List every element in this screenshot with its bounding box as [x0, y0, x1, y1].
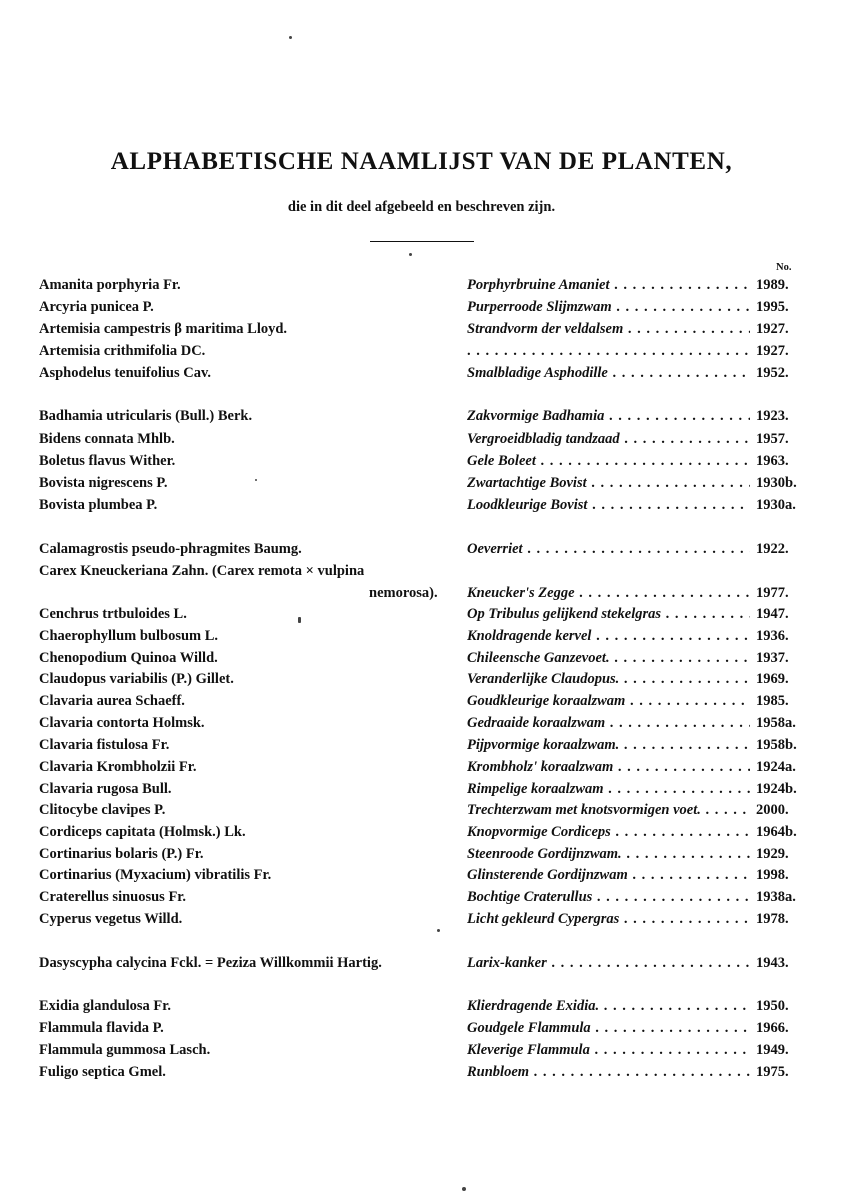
latin-name: Clavaria rugosa Bull. — [39, 781, 172, 797]
dutch-name: Licht gekleurd Cypergras . . . — [467, 911, 750, 928]
dutch-name: Goudgele Flammula . . . — [467, 1020, 750, 1037]
plate-number: 1938a. — [756, 889, 796, 905]
plate-number: 1950. — [756, 998, 789, 1014]
dutch-name: Runbloem . . . — [467, 1064, 750, 1081]
latin-name: Clavaria aurea Schaeff. — [39, 693, 185, 709]
dutch-name: Knoldragende kervel . . . — [467, 628, 750, 645]
dutch-name — [467, 343, 750, 360]
plate-number: 1929. — [756, 846, 789, 862]
plate-number: 1937. — [756, 650, 789, 666]
latin-name: Bovista nigrescens P. — [39, 475, 168, 491]
plate-number: 1943. — [756, 955, 789, 971]
list-item — [0, 277, 843, 299]
plate-number: 2000. — [756, 802, 789, 818]
plate-number: 1927. — [756, 343, 789, 359]
title-rule — [370, 241, 474, 242]
latin-name: Clitocybe clavipes P. — [39, 802, 166, 818]
list-item — [0, 715, 843, 737]
dutch-name: Zwartachtige Bovist . . . — [467, 475, 750, 492]
dutch-name: Klierdragende Exidia. . . . — [467, 998, 750, 1015]
list-item — [0, 585, 843, 607]
latin-name: Flammula flavida P. — [39, 1020, 164, 1036]
dutch-name: Gele Boleet . . . — [467, 453, 750, 470]
latin-name: Flammula gummosa Lasch. — [39, 1042, 211, 1058]
latin-name: Artemisia crithmifolia DC. — [39, 343, 206, 359]
latin-name: Arcyria punicea P. — [39, 299, 154, 315]
plate-number: 1958b. — [756, 737, 797, 753]
latin-name: Carex Kneuckeriana Zahn. (Carex remota × vulpina — [39, 563, 365, 579]
list-item — [0, 1020, 843, 1042]
dutch-name: Smalbladige Asphodille . . . — [467, 365, 750, 382]
dutch-name: Krombholz' koraalzwam . . . — [467, 759, 750, 776]
latin-name: Bidens connata Mhlb. — [39, 431, 175, 447]
plate-number: 1949. — [756, 1042, 789, 1058]
list-item — [0, 955, 843, 977]
plate-number: 1923. — [756, 408, 789, 424]
list-item — [0, 299, 843, 321]
latin-name: nemorosa). — [369, 585, 438, 601]
plate-number: 1947. — [756, 606, 789, 622]
latin-name: Clavaria fistulosa Fr. — [39, 737, 170, 753]
plate-number: 1995. — [756, 299, 789, 315]
latin-name: Fuligo septica Gmel. — [39, 1064, 166, 1080]
plate-number: 1952. — [756, 365, 789, 381]
latin-name: Badhamia utricularis (Bull.) Berk. — [39, 408, 253, 424]
dutch-name: Op Tribulus gelijkend stekelgras . . . — [467, 606, 750, 623]
dutch-name: Zakvormige Badhamia . . . — [467, 408, 750, 425]
plate-number: 1963. — [756, 453, 789, 469]
latin-name: Clavaria contorta Holmsk. — [39, 715, 205, 731]
latin-name: Claudopus variabilis (P.) Gillet. — [39, 671, 234, 687]
list-item — [0, 628, 843, 650]
dutch-name: Bochtige Craterullus . . . — [467, 889, 750, 906]
plate-number: 1924a. — [756, 759, 796, 775]
list-item — [0, 1042, 843, 1064]
page-title: ALPHABETISCHE NAAMLIJST VAN DE PLANTEN, — [110, 148, 733, 175]
print-speck — [462, 1187, 466, 1191]
latin-name: Calamagrostis pseudo-phragmites Baumg. — [39, 541, 302, 557]
dutch-name: Chileensche Ganzevoet. . . . — [467, 650, 750, 667]
list-item — [0, 889, 843, 911]
list-item — [0, 867, 843, 889]
list-item — [0, 846, 843, 868]
dutch-name: Kleverige Flammula . . . — [467, 1042, 750, 1059]
latin-name: Cortinarius bolaris (P.) Fr. — [39, 846, 204, 862]
dutch-name: Steenroode Gordijnzwam. . . . — [467, 846, 750, 863]
plate-number: 1927. — [756, 321, 789, 337]
latin-name: Exidia glandulosa Fr. — [39, 998, 172, 1014]
page-subtitle: die in dit deel afgebeeld en beschreven zijn. — [287, 199, 556, 215]
number-column-header: No. — [776, 262, 792, 273]
dutch-name: Larix-kanker . . . — [467, 955, 750, 972]
list-item — [0, 343, 843, 365]
list-item — [0, 606, 843, 628]
plate-number: 1958a. — [756, 715, 796, 731]
dutch-name: Veranderlijke Claudopus. . . . — [467, 671, 750, 688]
list-item — [0, 693, 843, 715]
list-item — [0, 781, 843, 803]
dutch-name: Gedraaide koraalzwam . . . — [467, 715, 750, 732]
list-item — [0, 453, 843, 475]
print-speck — [409, 253, 412, 256]
latin-name: Asphodelus tenuifolius Cav. — [39, 365, 212, 381]
dutch-name: Kneucker's Zegge . . . — [467, 585, 750, 602]
print-speck — [289, 36, 292, 39]
latin-name: Bovista plumbea P. — [39, 497, 158, 513]
plate-number: 1964b. — [756, 824, 797, 840]
dutch-name: Pijpvormige koraalzwam. . . . — [467, 737, 750, 754]
plate-number: 1969. — [756, 671, 789, 687]
plate-number: 1989. — [756, 277, 789, 293]
latin-name: Amanita porphyria Fr. — [39, 277, 181, 293]
list-item — [0, 431, 843, 453]
latin-name: Chenopodium Quinoa Willd. — [39, 650, 218, 666]
plate-number: 1924b. — [756, 781, 797, 797]
dutch-name: Loodkleurige Bovist . . . — [467, 497, 750, 514]
dutch-name: Purperroode Slijmzwam . . . — [467, 299, 750, 316]
latin-name: Cyperus vegetus Willd. — [39, 911, 183, 927]
plate-number: 1930b. — [756, 475, 797, 491]
list-item — [0, 998, 843, 1020]
plate-number: 1930a. — [756, 497, 796, 513]
list-item — [0, 408, 843, 430]
dutch-name: Strandvorm der veldalsem . . . — [467, 321, 750, 338]
dutch-name: Goudkleurige koraalzwam . . . — [467, 693, 750, 710]
list-item — [0, 824, 843, 846]
plate-number: 1985. — [756, 693, 789, 709]
plate-number: 1936. — [756, 628, 789, 644]
list-item — [0, 1064, 843, 1086]
latin-name: Chaerophyllum bulbosum L. — [39, 628, 219, 644]
latin-name: Dasyscypha calycina Fckl. = Peziza Willkommii Hartig. — [39, 955, 382, 971]
list-item — [0, 365, 843, 387]
list-item — [0, 497, 843, 519]
latin-name: Clavaria Krombholzii Fr. — [39, 759, 197, 775]
dutch-name: Glinsterende Gordijnzwam . . . — [467, 867, 750, 884]
dutch-name: Trechterzwam met knotsvormigen voet. . . . — [467, 802, 750, 819]
list-item — [0, 541, 843, 563]
list-item — [0, 671, 843, 693]
latin-name: Craterellus sinuosus Fr. — [39, 889, 187, 905]
plate-number: 1975. — [756, 1064, 789, 1080]
latin-name: Cordiceps capitata (Holmsk.) Lk. — [39, 824, 246, 840]
list-item — [0, 475, 843, 497]
plate-number: 1998. — [756, 867, 789, 883]
list-item — [0, 911, 843, 933]
plate-number: 1978. — [756, 911, 789, 927]
dutch-name: Rimpelige koraalzwam . . . — [467, 781, 750, 798]
plate-number: 1966. — [756, 1020, 789, 1036]
list-item — [0, 759, 843, 781]
dutch-name: Porphyrbruine Amaniet . . . — [467, 277, 750, 294]
plate-number: 1957. — [756, 431, 789, 447]
dutch-name: Oeverriet . . . — [467, 541, 750, 558]
latin-name: Cortinarius (Myxacium) vibratilis Fr. — [39, 867, 272, 883]
list-item — [0, 650, 843, 672]
latin-name: Cenchrus trtbuloides L. — [39, 606, 187, 622]
list-item — [0, 321, 843, 343]
list-item — [0, 737, 843, 759]
dutch-name: Vergroeidbladig tandzaad . . . — [467, 431, 750, 448]
dutch-name: Knopvormige Cordiceps . . . — [467, 824, 750, 841]
list-item — [0, 802, 843, 824]
plate-number: 1977. — [756, 585, 789, 601]
plate-number: 1922. — [756, 541, 789, 557]
list-item — [0, 563, 843, 585]
latin-name: Artemisia campestris β maritima Lloyd. — [39, 321, 288, 337]
latin-name: Boletus flavus Wither. — [39, 453, 176, 469]
